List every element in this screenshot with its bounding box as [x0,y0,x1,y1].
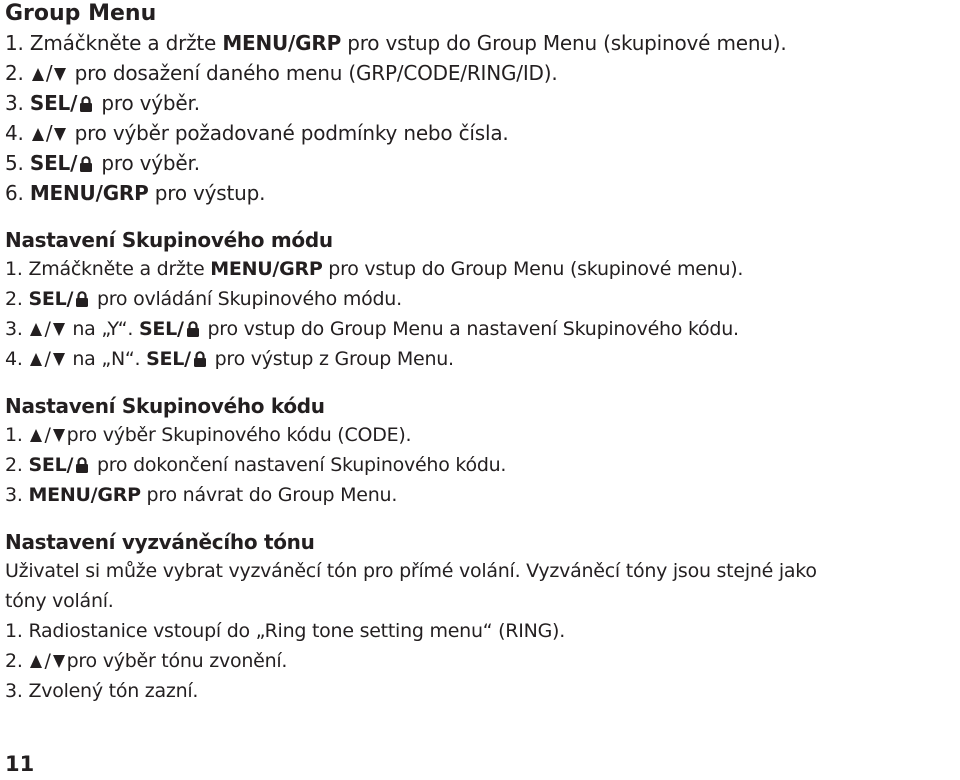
lock-icon [79,156,93,172]
step-text: Zvolený tón zazní. [28,680,199,702]
step-number: 3. [5,680,23,702]
step-text: pro návrat do Group Menu. [146,484,398,506]
lock-icon [75,291,89,307]
paragraph-line: Uživatel si může vybrat vyzváněcí tón pro přímé volání. Vyzváněcí tóny jsou stejné jako [5,560,817,582]
step-2 [5,284,955,314]
step-5 [5,148,955,178]
up-triangle-icon [32,68,44,81]
down-triangle-icon [54,68,66,81]
step-text: pro ovládání Skupinového módu. [96,288,402,310]
lock-icon [186,321,200,337]
step-2 [5,646,955,676]
step-text: pro vstup do Group Menu a nastavení Skupinového kódu. [207,318,739,340]
step-2 [5,450,955,480]
step-1 [5,28,955,58]
lock-icon [79,96,93,112]
step-text: pro dokončení nastavení Skupinového kódu. [96,454,507,476]
step-3 [5,88,955,118]
step-3 [5,480,955,510]
step-number: 2. [5,650,23,672]
step-text: pro výstup z Group Menu. [214,348,454,370]
key-separator: / [45,121,53,145]
step-text: pro výběr. [101,151,200,175]
key-separator: / [44,650,51,672]
section-title: Nastavení vyzváněcího tónu [5,530,315,554]
step-1 [5,254,955,284]
down-triangle-icon [54,128,66,141]
step-2 [5,58,955,88]
page-number: 11 [5,752,35,776]
step-number: 4. [5,348,23,370]
step-text: pro výběr Skupinového kódu (CODE). [66,424,412,446]
key-name: SEL/ [146,348,191,370]
section-ring-tone [5,528,955,706]
step-number: 6. [5,181,24,205]
step-1 [5,616,955,646]
section-title: Group Menu [5,1,157,26]
step-number: 3. [5,484,23,506]
step-text: pro výběr požadované podmínky nebo čísla. [74,121,509,145]
down-triangle-icon [53,429,65,442]
paragraph-line: tóny volání. [5,590,114,612]
lock-icon [75,457,89,473]
step-text: pro výběr. [101,91,200,115]
step-text: na „Y“. [72,318,134,340]
step-number: 3. [5,318,23,340]
section-title: Nastavení Skupinového kódu [5,394,325,418]
step-number: 2. [5,61,24,85]
step-number: 2. [5,454,23,476]
up-triangle-icon [32,128,44,141]
step-text: pro dosažení daného menu (GRP/CODE/RING/ID). [74,61,558,85]
key-name: MENU/GRP [210,258,323,280]
step-6 [5,178,955,208]
key-separator: / [44,424,51,446]
step-4 [5,344,955,374]
down-triangle-icon [53,655,65,668]
up-triangle-icon [30,655,42,668]
down-triangle-icon [53,353,65,366]
section-group-menu [5,0,955,208]
step-3 [5,314,955,344]
up-triangle-icon [30,429,42,442]
step-text: pro vstup do Group Menu (skupinové menu). [328,258,744,280]
step-number: 1. [5,31,24,55]
up-triangle-icon [30,323,42,336]
step-text: pro výběr tónu zvonění. [66,650,288,672]
step-number: 1. [5,424,23,446]
step-text: Zmáčkněte a držte [28,258,205,280]
key-separator: / [44,318,51,340]
key-separator: / [45,61,53,85]
key-name: MENU/GRP [29,181,149,205]
key-name: MENU/GRP [28,484,141,506]
step-text: Zmáčkněte a držte [29,31,217,55]
lock-icon [193,351,207,367]
key-name: SEL/ [138,318,184,340]
key-name: SEL/ [29,91,78,115]
section-group-mode [5,226,955,374]
step-number: 1. [5,258,23,280]
step-number: 2. [5,288,23,310]
section-group-code [5,392,955,510]
step-number: 4. [5,121,24,145]
down-triangle-icon [53,323,65,336]
step-number: 3. [5,91,24,115]
key-name: SEL/ [28,288,74,310]
step-text: Radiostanice vstoupí do „Ring tone setting menu“ (RING). [28,620,565,642]
step-4 [5,118,955,148]
step-text: pro vstup do Group Menu (skupinové menu). [347,31,787,55]
manual-page [5,0,955,706]
step-1 [5,420,955,450]
step-text: na „N“. [72,348,141,370]
step-number: 5. [5,151,24,175]
up-triangle-icon [30,353,42,366]
key-name: SEL/ [29,151,78,175]
section-title: Nastavení Skupinového módu [5,228,333,252]
step-number: 1. [5,620,23,642]
key-separator: / [44,348,51,370]
step-text: pro výstup. [154,181,266,205]
key-name: SEL/ [28,454,74,476]
step-3 [5,676,955,706]
key-name: MENU/GRP [222,31,342,55]
